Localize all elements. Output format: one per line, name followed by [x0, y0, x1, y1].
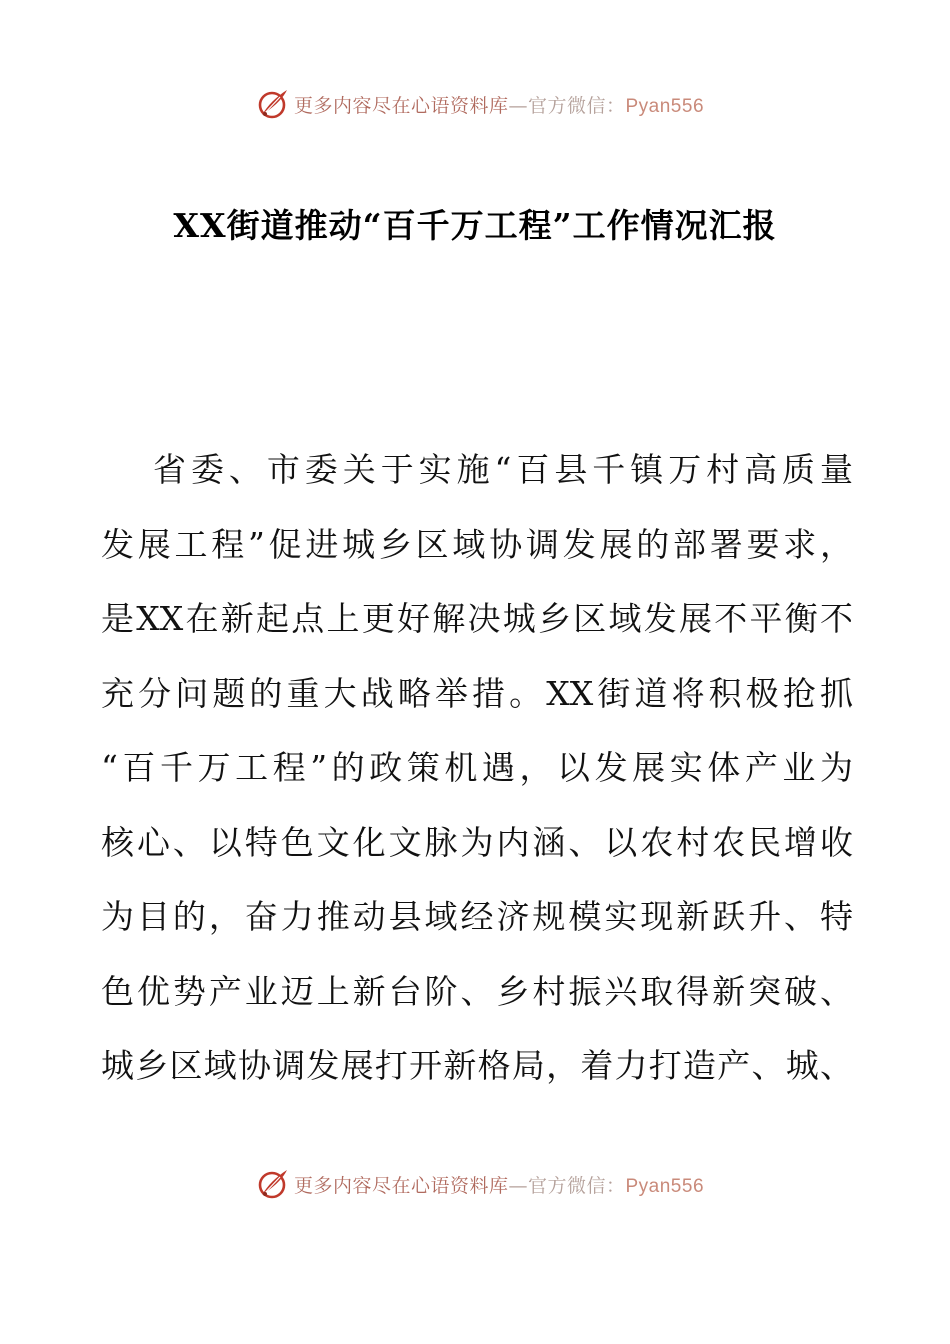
header-dash: —	[508, 94, 528, 117]
header-brand-text: 更多内容尽在心语资料库	[293, 94, 509, 117]
footer-wechat-id: Pyan556	[625, 1175, 705, 1197]
body-line: 省委、市委关于实施“百县千镇万村高质量	[153, 450, 853, 489]
body-line: “百千万工程”的政策机遇，以发展实体产业为	[101, 748, 853, 787]
footer-banner-content[interactable]	[256, 1167, 704, 1201]
body-line: 充分问题的重大战略举措。XX街道将积极抢抓	[101, 673, 853, 713]
quill-circle-logo-icon	[256, 1167, 290, 1201]
body-line: 是XX在新起点上更好解决城乡区域发展不平衡不	[101, 599, 853, 638]
body-line: 发展工程”促进城乡区域协调发展的部署要求，	[101, 524, 853, 564]
body-line: 核心、以特色文化文脉为内涵、以农村农民增收	[101, 822, 853, 862]
footer-banner	[0, 1164, 950, 1204]
quill-circle-logo-icon	[256, 87, 290, 121]
document-body	[101, 438, 853, 1109]
header-wechat-id: Pyan556	[625, 95, 705, 117]
footer-dash: —	[508, 1174, 528, 1197]
body-line: 为目的，奋力推动县域经济规模实现新跃升、特	[101, 897, 853, 936]
header-banner-content[interactable]	[256, 87, 704, 121]
header-banner	[0, 84, 950, 124]
footer-brand-text: 更多内容尽在心语资料库	[293, 1174, 509, 1197]
body-line: 城乡区域协调发展打开新格局，着力打造产、城、	[101, 1046, 853, 1085]
document-title: XX街道推动“百千万工程”工作情况汇报	[173, 206, 777, 245]
body-line: 色优势产业迈上新台阶、乡村振兴取得新突破、	[101, 971, 853, 1011]
header-wechat-label: 官方微信：	[527, 94, 626, 117]
footer-wechat-label: 官方微信：	[527, 1174, 626, 1197]
